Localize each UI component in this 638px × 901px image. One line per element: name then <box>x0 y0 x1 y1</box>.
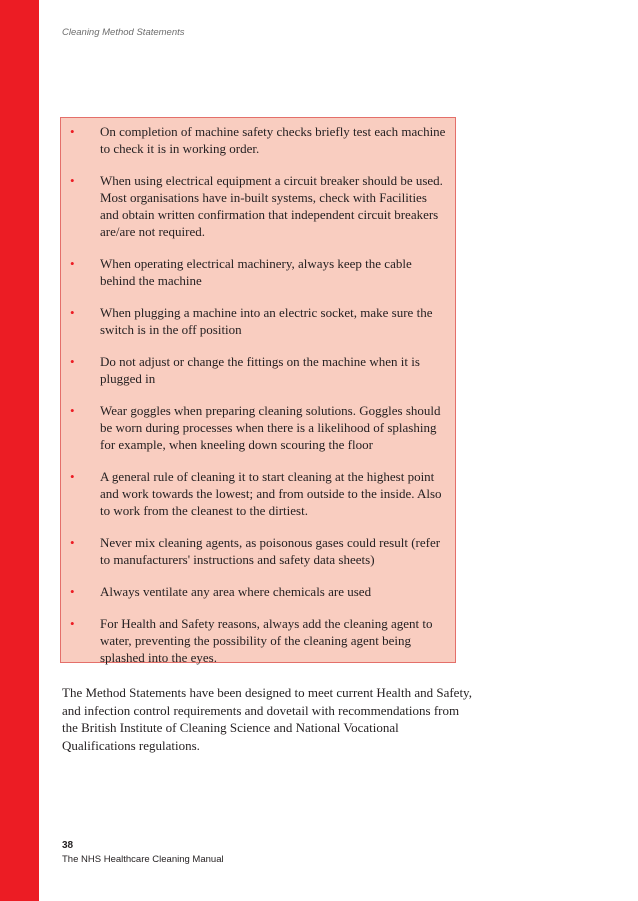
list-item <box>61 583 447 600</box>
bullet-icon: • <box>70 256 75 271</box>
bullet-icon: • <box>70 584 75 599</box>
list-item-text: Always ventilate any area where chemicals are used <box>100 584 372 599</box>
list-item <box>61 353 447 387</box>
bullet-icon: • <box>70 469 75 484</box>
list-item-text: On completion of machine safety checks briefly test each machine to check it is in working order. <box>100 124 446 156</box>
list-item <box>61 468 447 519</box>
bullet-icon: • <box>70 305 75 320</box>
red-margin-bar <box>0 0 39 901</box>
list-item-text: For Health and Safety reasons, always add the cleaning agent to water, preventing the possibility of the cleaning agent being splashed into the eyes. <box>100 616 433 665</box>
list-item-text: When using electrical equipment a circuit breaker should be used. Most organisations have in-built systems, check with Facilities and obtain written confirmation that independent circuit breakers are/are not required. <box>100 173 443 239</box>
bullet-icon: • <box>70 173 75 188</box>
list-item <box>61 304 447 338</box>
safety-callout-box <box>60 117 456 663</box>
running-header: Cleaning Method Statements <box>62 27 185 38</box>
method-statements-paragraph: The Method Statements have been designed to meet current Health and Safety, and infection control requirements and dovetail with recommendations from the British Institute of Cleaning Science and National Vocational Qualifications regulations. <box>62 685 472 753</box>
bullet-icon: • <box>70 354 75 369</box>
list-item-text: Do not adjust or change the fittings on the machine when it is plugged in <box>100 354 420 386</box>
page-number: 38 <box>62 840 74 851</box>
list-item <box>61 123 447 157</box>
bullet-icon: • <box>70 616 75 631</box>
list-item-text: Wear goggles when preparing cleaning solutions. Goggles should be worn during processes when there is a likelihood of splashing for example, when kneeling down scouring the floor <box>100 403 441 452</box>
bullet-icon: • <box>70 124 75 139</box>
list-item-text: Never mix cleaning agents, as poisonous gases could result (refer to manufacturers' instructions and safety data sheets) <box>100 535 441 567</box>
list-item <box>61 615 447 666</box>
footer-title: The NHS Healthcare Cleaning Manual <box>62 854 224 865</box>
list-item <box>61 402 447 453</box>
list-item <box>61 172 447 240</box>
list-item-text: When plugging a machine into an electric socket, make sure the switch is in the off position <box>100 305 433 337</box>
list-item-text: A general rule of cleaning it to start cleaning at the highest point and work towards the lowest; and from outside to the inside. Also to work from the cleanest to the dirtiest. <box>100 469 442 518</box>
list-item-text: When operating electrical machinery, always keep the cable behind the machine <box>100 256 412 288</box>
bullet-icon: • <box>70 403 75 418</box>
safety-bullet-list <box>61 123 447 681</box>
list-item <box>61 534 447 568</box>
list-item <box>61 255 447 289</box>
bullet-icon: • <box>70 535 75 550</box>
